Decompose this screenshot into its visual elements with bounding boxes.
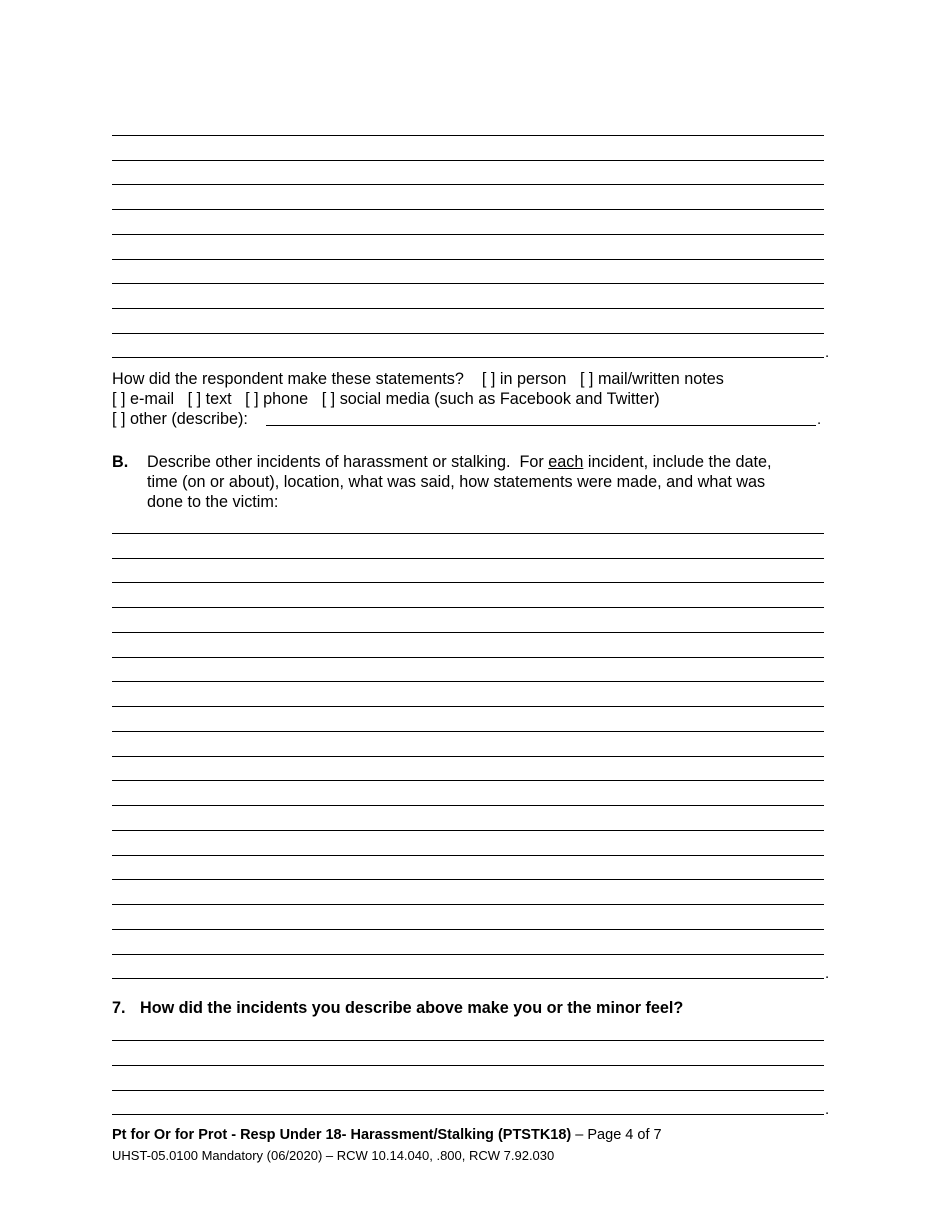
line-end-period: . <box>825 344 830 361</box>
option-email-label: e-mail <box>130 390 175 408</box>
footer-page-info: – Page 4 of 7 <box>575 1127 662 1143</box>
question-7-text: How did the incidents you describe above make you or the minor feel? <box>140 999 684 1017</box>
checkbox-in-person[interactable]: [ ] <box>481 370 496 388</box>
answer-line[interactable] <box>112 706 824 707</box>
checkbox-other[interactable]: [ ] <box>112 410 126 428</box>
answer-line[interactable] <box>112 805 824 806</box>
section-b-text-pre: Describe other incidents of harassment or stalking. For <box>147 453 549 471</box>
section-b-marker: B. <box>112 453 129 471</box>
checkbox-mail-written[interactable]: [ ] <box>579 370 594 388</box>
answer-line[interactable] <box>112 209 824 210</box>
statements-question: How did the respondent make these statements? <box>112 370 464 388</box>
answer-line[interactable] <box>112 879 824 880</box>
line-end-period: . <box>825 1101 830 1118</box>
answer-line[interactable] <box>112 954 824 955</box>
statements-question-row <box>112 369 724 389</box>
answer-line[interactable] <box>112 357 824 358</box>
line-end-period: . <box>817 411 822 428</box>
footer-title-row <box>112 1126 662 1144</box>
statements-other-row <box>112 409 248 429</box>
option-text-label: text <box>205 390 232 408</box>
option-other-label: other (describe): <box>130 410 248 428</box>
section-b-instructions-line2: time (on or about), location, what was said, how statements were made, and what was <box>147 473 766 491</box>
option-phone-label: phone <box>263 390 309 408</box>
answer-line[interactable] <box>112 333 824 334</box>
section-b-text-post: incident, include the date, <box>583 453 772 471</box>
answer-line[interactable] <box>112 160 824 161</box>
answer-line[interactable] <box>112 259 824 260</box>
section-b-text-each: each <box>548 453 584 471</box>
line-end-period: . <box>825 965 830 982</box>
answer-line[interactable] <box>112 929 824 930</box>
answer-line[interactable] <box>112 607 824 608</box>
answer-line[interactable] <box>112 830 824 831</box>
answer-line[interactable] <box>112 978 824 979</box>
checkbox-phone[interactable]: [ ] <box>245 390 259 408</box>
answer-line[interactable] <box>112 731 824 732</box>
section-b-instructions-line1 <box>147 452 771 472</box>
answer-line[interactable] <box>112 283 824 284</box>
checkbox-email[interactable]: [ ] <box>112 390 126 408</box>
answer-line[interactable] <box>112 135 824 136</box>
answer-line[interactable] <box>112 533 824 534</box>
answer-line[interactable] <box>112 308 824 309</box>
section-b-instructions-line3: done to the victim: <box>147 493 279 511</box>
statements-options-row <box>112 389 660 409</box>
question-7-number: 7. <box>112 999 126 1017</box>
option-mail-written-label: mail/written notes <box>597 370 724 388</box>
answer-line[interactable] <box>112 632 824 633</box>
option-in-person-label: in person <box>499 370 567 388</box>
checkbox-text[interactable]: [ ] <box>187 390 202 408</box>
footer-form-title: Pt for Or for Prot - Resp Under 18- Harassment/Stalking (PTSTK18) <box>112 1127 572 1143</box>
answer-line[interactable] <box>112 780 824 781</box>
checkbox-social-media[interactable]: [ ] <box>321 390 336 408</box>
answer-line[interactable] <box>112 657 824 658</box>
answer-line[interactable] <box>112 1090 824 1091</box>
answer-line[interactable] <box>112 1114 824 1115</box>
answer-line[interactable] <box>112 904 824 905</box>
answer-line[interactable] <box>112 1065 824 1066</box>
answer-line[interactable] <box>112 756 824 757</box>
footer-form-code: UHST-05.0100 Mandatory (06/2020) – RCW 10.14.040, .800, RCW 7.92.030 <box>112 1148 555 1163</box>
answer-line[interactable] <box>112 1040 824 1041</box>
answer-line[interactable] <box>112 582 824 583</box>
answer-line[interactable] <box>112 855 824 856</box>
answer-line[interactable] <box>112 234 824 235</box>
answer-line[interactable] <box>112 681 824 682</box>
option-social-media-label: social media (such as Facebook and Twitter) <box>339 390 660 408</box>
answer-line[interactable] <box>112 184 824 185</box>
answer-line[interactable] <box>112 558 824 559</box>
other-describe-field[interactable] <box>266 425 816 426</box>
